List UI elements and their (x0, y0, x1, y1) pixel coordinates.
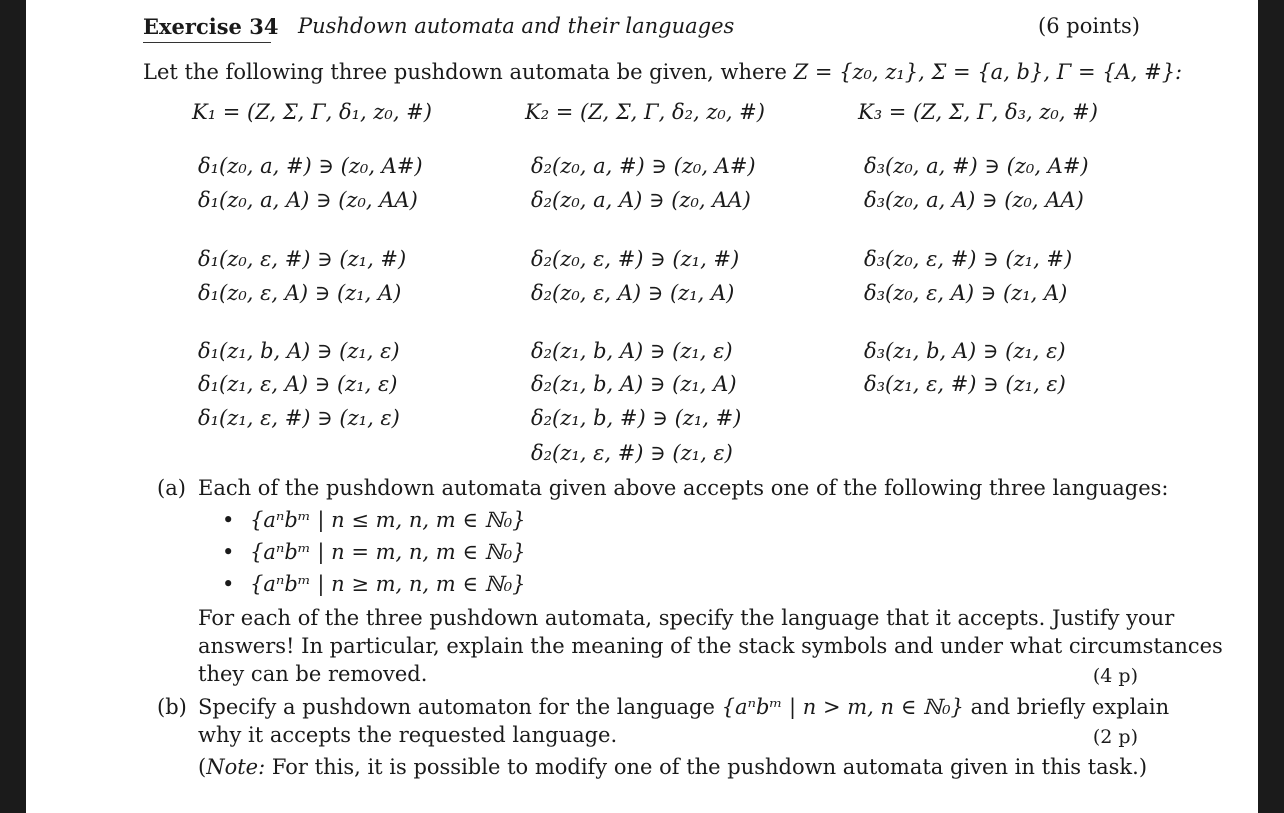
part-a-task-line1: For each of the three pushdown automata, specify the language that it accepts. Justify your (198, 606, 1175, 630)
k2-rule: δ₂(z₁, b, A) ∋ (z₁, ε) (531, 339, 733, 363)
part-b-note: (Note: For this, it is possible to modify one of the pushdown automata given in this task.) (198, 755, 1148, 779)
k1-rule: δ₁(z₀, ε, #) ∋ (z₁, #) (198, 247, 407, 271)
k3-rule: δ₃(z₁, b, A) ∋ (z₁, ε) (864, 339, 1066, 363)
language-option: {aⁿbᵐ | n = m, n, m ∈ ℕ₀} (250, 540, 526, 564)
exercise-header (143, 14, 1140, 44)
k1-rule: δ₁(z₀, ε, A) ∋ (z₁, A) (198, 281, 402, 305)
intro-sets: Z = {z₀, z₁}, Σ = {a, b}, Γ = {A, #}: (793, 60, 1183, 84)
k2-rule: δ₂(z₀, ε, A) ∋ (z₁, A) (531, 281, 735, 305)
k1-rule: δ₁(z₁, ε, #) ∋ (z₁, ε) (198, 406, 400, 430)
part-a-task-line3: they can be removed. (198, 662, 428, 686)
bullet-icon: • (222, 540, 235, 564)
exercise-number: Exercise 34 (143, 14, 279, 39)
exercise-points: (6 points) (1038, 14, 1140, 38)
k2-rule: δ₂(z₀, a, #) ∋ (z₀, A#) (531, 154, 756, 178)
intro-text: Let the following three pushdown automata be given, where (143, 60, 787, 84)
intro-line (143, 60, 1182, 84)
k2-rule: δ₂(z₁, b, A) ∋ (z₁, A) (531, 372, 737, 396)
exercise-page (26, 0, 1258, 813)
part-b-label: (b) (157, 695, 187, 719)
k2-rule: δ₂(z₁, b, #) ∋ (z₁, #) (531, 406, 742, 430)
automaton-k2-definition: K₂ = (Z, Σ, Γ, δ₂, z₀, #) (525, 100, 765, 124)
bullet-icon: • (222, 508, 235, 532)
k1-rule: δ₁(z₀, a, #) ∋ (z₀, A#) (198, 154, 423, 178)
k1-rule: δ₁(z₁, ε, A) ∋ (z₁, ε) (198, 372, 398, 396)
k3-rule: δ₃(z₀, ε, #) ∋ (z₁, #) (864, 247, 1073, 271)
part-b-line2: why it accepts the requested language. (198, 723, 618, 747)
part-b-line1 (198, 695, 1170, 719)
part-b-language: {aⁿbᵐ | n > m, n ∈ ℕ₀} (721, 695, 964, 719)
automaton-k1-definition: K₁ = (Z, Σ, Γ, δ₁, z₀, #) (192, 100, 432, 124)
part-b-points: (2 p) (1092, 726, 1138, 748)
k2-rule: δ₂(z₀, ε, #) ∋ (z₁, #) (531, 247, 740, 271)
part-b-line1-pre: Specify a pushdown automaton for the language (198, 695, 715, 719)
exercise-number-underline (143, 42, 271, 43)
part-a-points: (4 p) (1092, 665, 1138, 687)
language-option: {aⁿbᵐ | n ≥ m, n, m ∈ ℕ₀} (250, 572, 526, 596)
k2-rule: δ₂(z₁, ε, #) ∋ (z₁, ε) (531, 441, 733, 465)
k3-rule: δ₃(z₀, ε, A) ∋ (z₁, A) (864, 281, 1068, 305)
bullet-icon: • (222, 572, 235, 596)
k2-rule: δ₂(z₀, a, A) ∋ (z₀, AA) (531, 188, 751, 212)
k3-rule: δ₃(z₁, ε, #) ∋ (z₁, ε) (864, 372, 1066, 396)
automaton-k3-definition: K₃ = (Z, Σ, Γ, δ₃, z₀, #) (858, 100, 1098, 124)
k1-rule: δ₁(z₁, b, A) ∋ (z₁, ε) (198, 339, 400, 363)
part-b-note-text: For this, it is possible to modify one of the pushdown automata given in this task.) (271, 755, 1148, 779)
part-a-label: (a) (157, 476, 186, 500)
part-b-line1-post: and briefly explain (970, 695, 1170, 719)
exercise-title: Pushdown automata and their languages (298, 14, 735, 38)
k1-rule: δ₁(z₀, a, A) ∋ (z₀, AA) (198, 188, 418, 212)
language-option: {aⁿbᵐ | n ≤ m, n, m ∈ ℕ₀} (250, 508, 526, 532)
part-b-note-label: Note: (206, 755, 266, 779)
part-a-task-line2: answers! In particular, explain the meaning of the stack symbols and under what circumstances (198, 634, 1223, 658)
part-a-lead: Each of the pushdown automata given above accepts one of the following three languages: (198, 476, 1169, 500)
k3-rule: δ₃(z₀, a, #) ∋ (z₀, A#) (864, 154, 1089, 178)
k3-rule: δ₃(z₀, a, A) ∋ (z₀, AA) (864, 188, 1084, 212)
